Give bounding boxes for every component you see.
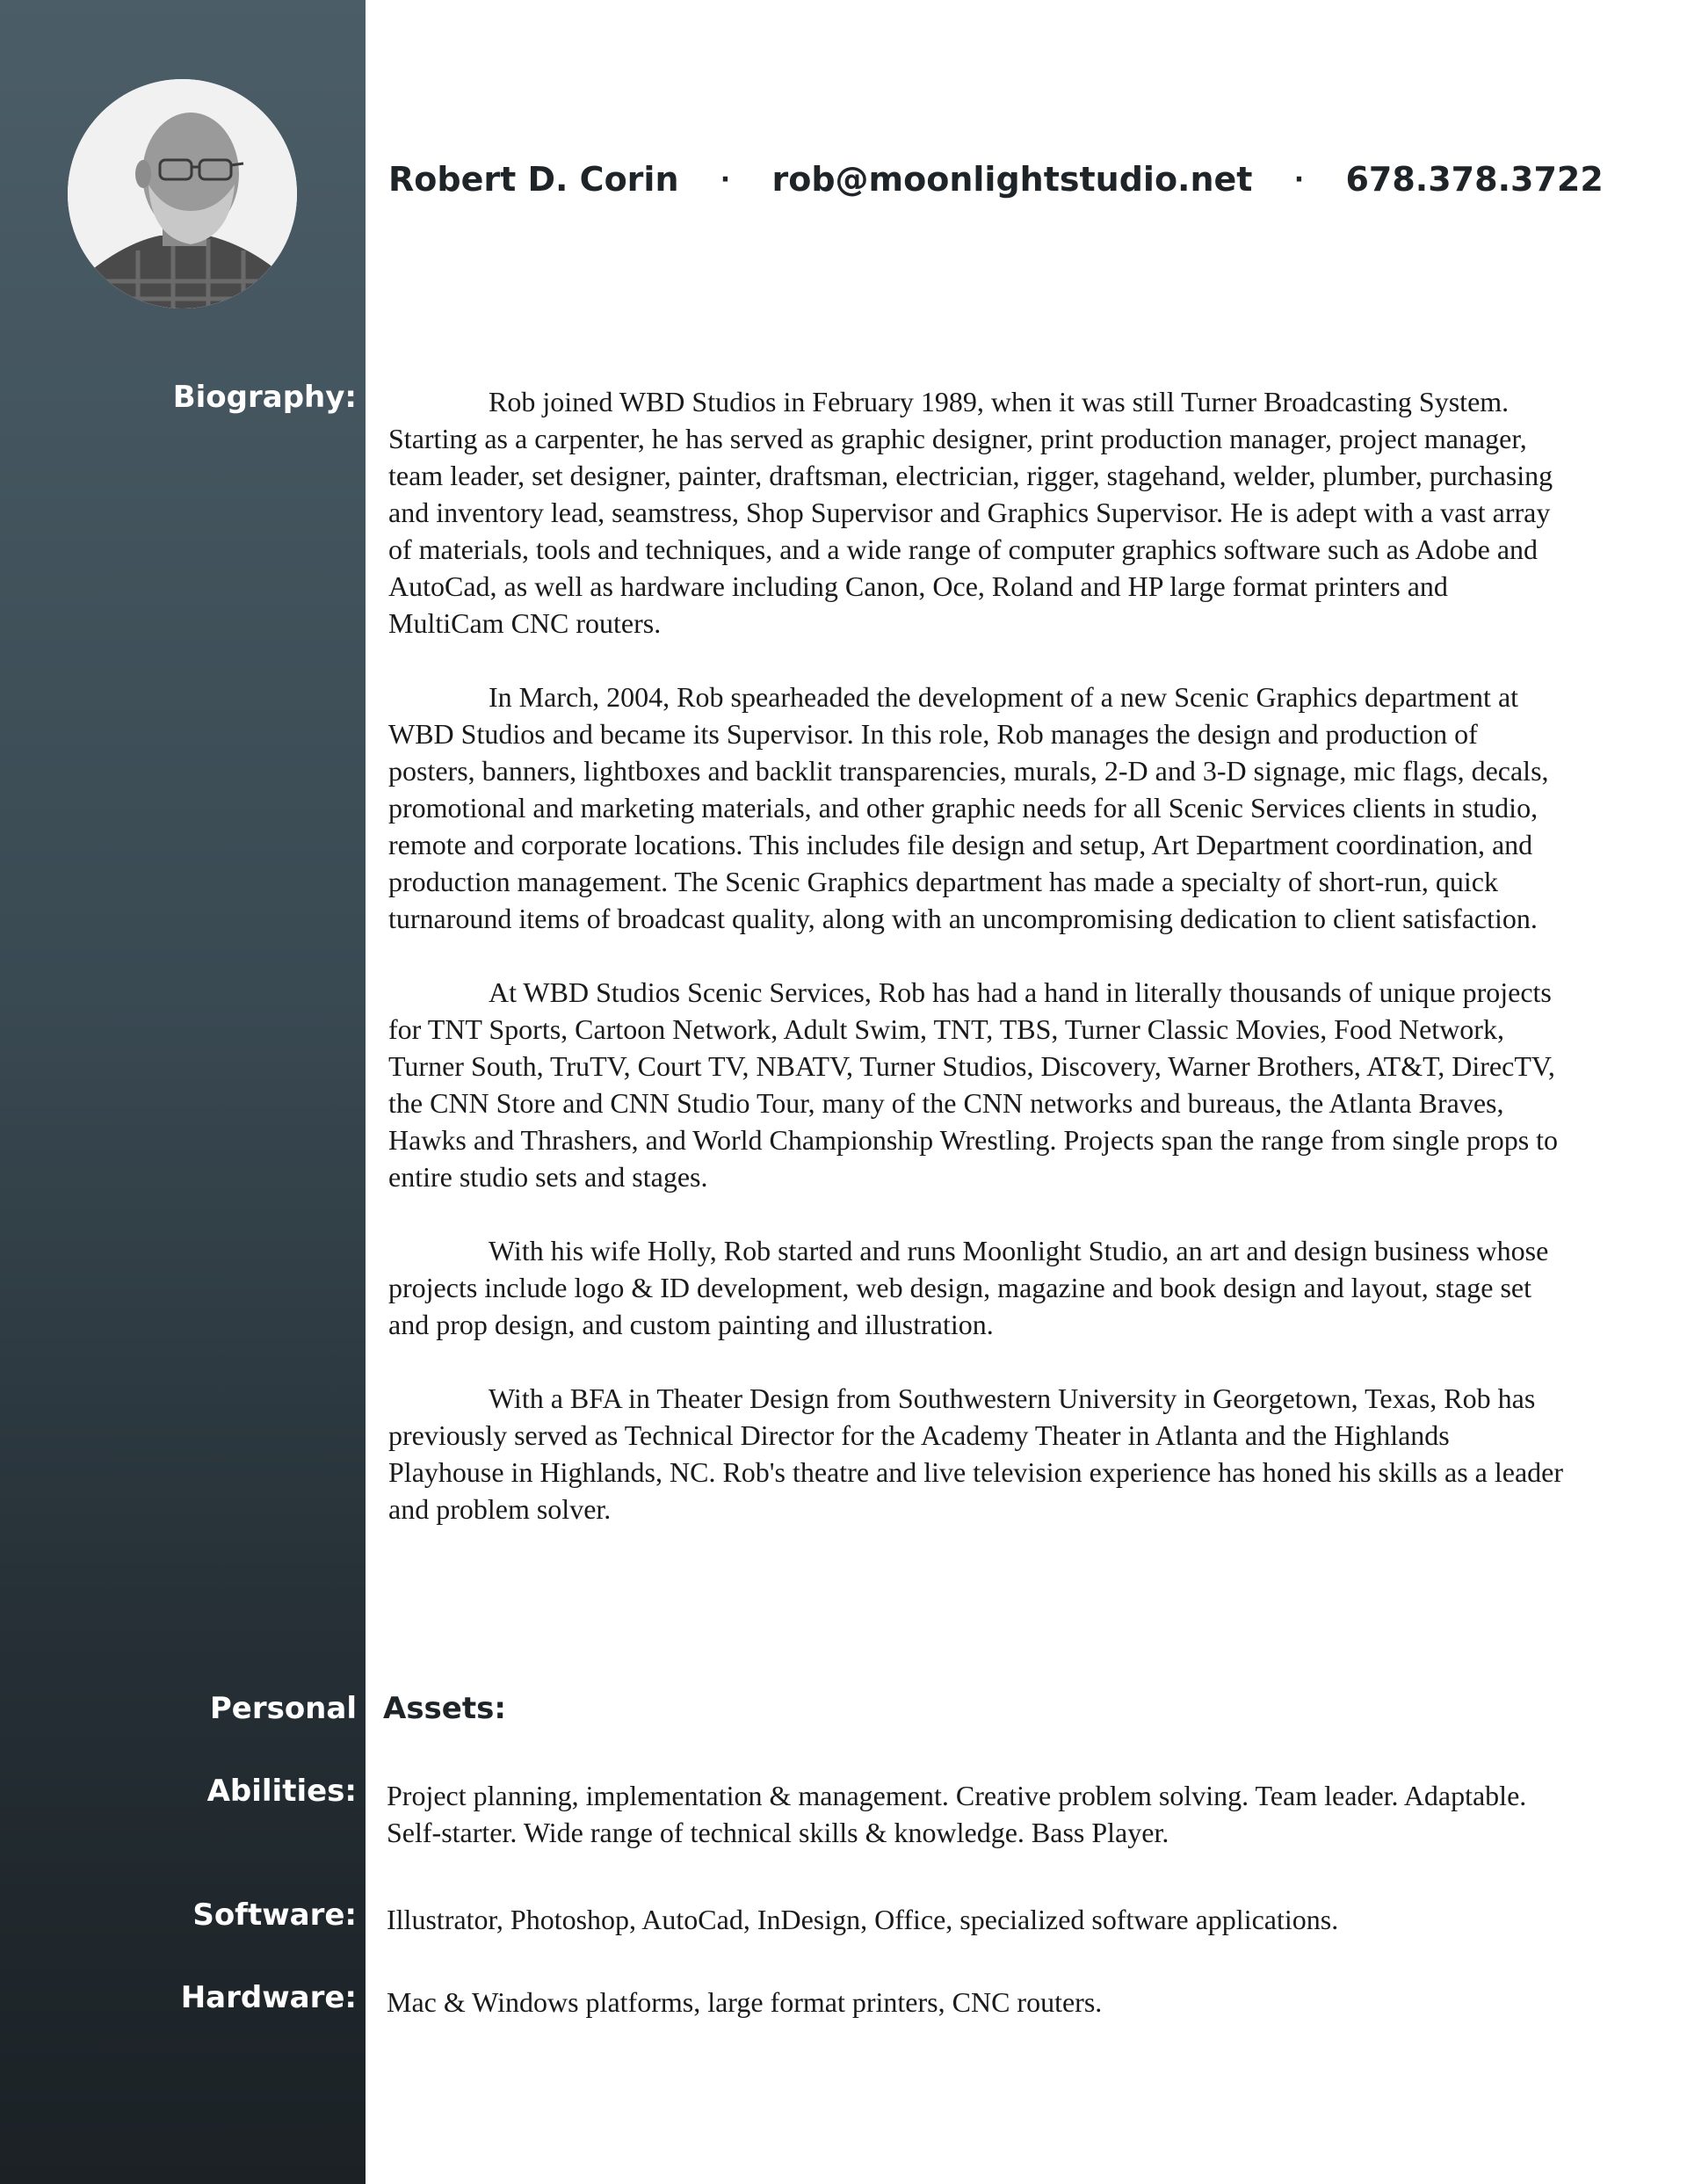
separator: · xyxy=(1293,163,1305,195)
person-name: Robert D. Corin xyxy=(388,160,679,199)
biography-paragraph: With a BFA in Theater Design from Southwestern University in Georgetown, Texas, Rob has previously served as Technical Director for the Academy Theater in Atlanta and the Highlands Playhouse in Highlands, NC. Rob's theatre and live television experience has honed his skills as a leader and problem solver. xyxy=(388,1382,1564,1525)
software-label: Software: xyxy=(192,1897,357,1933)
abilities-text: Project planning, implementation & management. Creative problem solving. Team leader. Adaptable. Self-starter. Wide range of technical skills & knowledge. Bass Player. xyxy=(387,1780,1527,1848)
sidebar xyxy=(0,0,366,2184)
biography-paragraph: Rob joined WBD Studios in February 1989, when it was still Turner Broadcasting System. Starting as a carpenter, he has served as graphic designer, print production manager, project manager, team leader, set designer, painter, draftsman, electrician, rigger, stagehand, welder, plumber, purchasing and inventory lead, seamstress, Shop Supervisor and Graphics Supervisor. He is adept with a vast array of materials, tools and techniques, and a wide range of computer graphics software such as Adobe and AutoCad, as well as hardware including Canon, Oce, Roland and HP large format printers and MultiCam CNC routers. xyxy=(388,386,1553,639)
hardware-label: Hardware: xyxy=(180,1980,357,2015)
biography-paragraph: At WBD Studios Scenic Services, Rob has had a hand in literally thousands of unique projects for TNT Sports, Cartoon Network, Adult Swim, TNT, TBS, Turner Classic Movies, Food Network, Turner South, TruTV, Court TV, NBATV, Turner Studios, Discovery, Warner Brothers, AT&T, DirecTV, the CNN Store and CNN Studio Tour, many of the CNN networks and bureaus, the Atlanta Braves, Hawks and Thrashers, and World Championship Wrestling. Projects span the range from single props to entire studio sets and stages. xyxy=(388,976,1559,1193)
avatar xyxy=(68,79,297,308)
portrait-photo xyxy=(68,79,297,308)
biography-label: Biography: xyxy=(172,380,357,415)
assets-heading: Assets: xyxy=(383,1691,506,1726)
biography-body xyxy=(388,383,1566,1564)
email-link[interactable]: rob@moonlightstudio.net xyxy=(771,160,1253,199)
phone-number: 678.378.3722 xyxy=(1345,160,1604,199)
abilities-label: Abilities: xyxy=(206,1774,357,1809)
biography-paragraph: In March, 2004, Rob spearheaded the development of a new Scenic Graphics department at WBD Studios and became its Supervisor. In this role, Rob manages the design and production of posters, banners, lightboxes and backlit transparencies, murals, 2-D and 3-D signage, mic flags, decals, promotional and marketing materials, and other graphic needs for all Scenic Services clients in studio, remote and corporate locations. This includes file design and setup, Art Department coordination, and production management. The Scenic Graphics department has made a specialty of short-run, quick turnaround items of broadcast quality, along with an uncompromising dedication to client satisfaction. xyxy=(388,681,1549,934)
biography-paragraph: With his wife Holly, Rob started and runs Moonlight Studio, an art and design business whose projects include logo & ID development, web design, magazine and book design and layout, stage set and prop design, and custom painting and illustration. xyxy=(388,1235,1549,1340)
separator: · xyxy=(720,163,731,195)
hardware-text: Mac & Windows platforms, large format printers, CNC routers. xyxy=(387,1986,1103,2018)
contact-header xyxy=(388,155,1604,204)
software-text: Illustrator, Photoshop, AutoCad, InDesign, Office, specialized software applications. xyxy=(387,1904,1339,1935)
personal-label: Personal xyxy=(209,1691,357,1726)
